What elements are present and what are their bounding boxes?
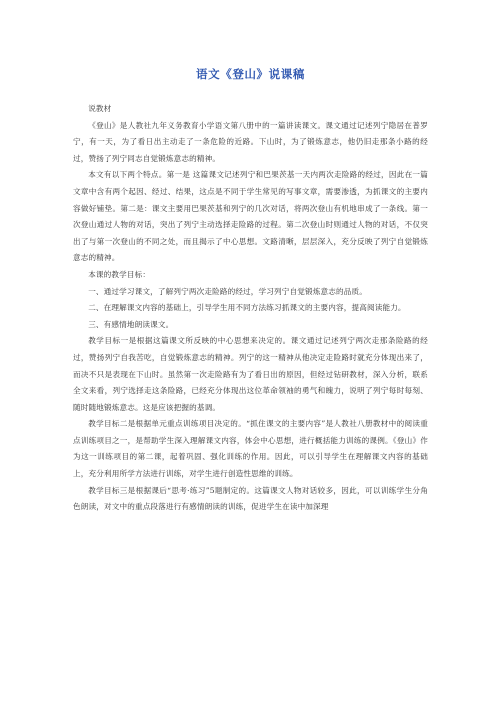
paragraph-text-intro: 《登山》是人教社九年义务教育小学语文第八册中的一篇讲读课文。课文通过记述列宁隐居在普罗宁，有一天，为了看日出主动走了一条危险的近路。下山时，为了锻炼意志，他仍旧走那条小路的经过，赞扬了列宁同志自觉锻炼意志的精神。 [73,120,428,163]
section-heading-goals: 本课的教学目标： [88,269,151,279]
paragraph-text-goal-3-explanation: 教学目标三是根据课后“思考·练习”5题制定的。这篇课文人物对话较多，因此，可以训练学生分角色朗读，对文中的重点段落进行有感情朗读的训练，促进学生在读中加深理 [73,485,428,512]
section-heading-teaching-material: 说教材 [88,104,112,113]
goal-item-3: 三、有感情地朗读课文。 [88,319,174,329]
paragraph-text-features: 本文有以下两个特点。第一是 这篇课文记述列宁和巴果茨基一天内两次走险路的经过，因此在一篇文章中含有两个起因、经过、结果，这点是不同于学生常见的写事文章，需要渗透，为抓课文的主要内容做好铺垫。第二是：课文主要用巴果茨基和列宁的几次对话，将两次登山有机地串成了一条线。第一次登山通过人物的对话，突出了列宁主动选择走险路的过程。第二次登山时则通过人物的对话，不仅突出了与第一次登山的不同之处，而且揭示了中心思想。文路清晰，层层深入，充分反映了列宁自觉锻炼意志的精神。 [73,170,428,263]
document-title: 语文《登山》说课稿 [196,67,305,81]
goal-item-1: 一、通过学习课文，了解列宁两次走险路的经过，学习列宁自觉锻炼意志的品质。 [88,286,367,296]
paragraph-text-goal-1-explanation: 教学目标一是根据这篇课文所反映的中心思想来决定的。课文通过记述列宁两次走那条险路的经过，赞扬列宁自我苦吃，自觉锻炼意志的精神。列宁的这一精神从他决定走险路时就充分体现出来了，而决不只是表现在下山时。虽然第一次走险路有为了看日出的原因，但经过钻研教材，深入分析，联系全文来看，列宁选择走这条险路，已经充分体现出这位革命领袖的勇气和魄力，说明了列宁每时每刻、随时随地锻炼意志。这是应该把握的基调。 [73,336,428,412]
goal-item-2: 二、在理解课文内容的基础上，引导学生用不同方法练习抓课文的主要内容，提高阅读能力。 [88,303,406,313]
paragraph-text-goal-2-explanation: 教学目标二是根据单元重点训练项目决定的。“抓住课文的主要内容”是人教社八册教材中的阅读重点训练项目之一，是帮助学生深入理解课文内容，体会中心思想，进行概括能力训练的课例。《登山》作为这一训练项目的第二课，起着巩固、强化训练的作用。因此，可以引导学生在理解课文内容的基础上，充分利用所学方法进行训练，对学生进行创造性思维的训练。 [73,419,428,479]
